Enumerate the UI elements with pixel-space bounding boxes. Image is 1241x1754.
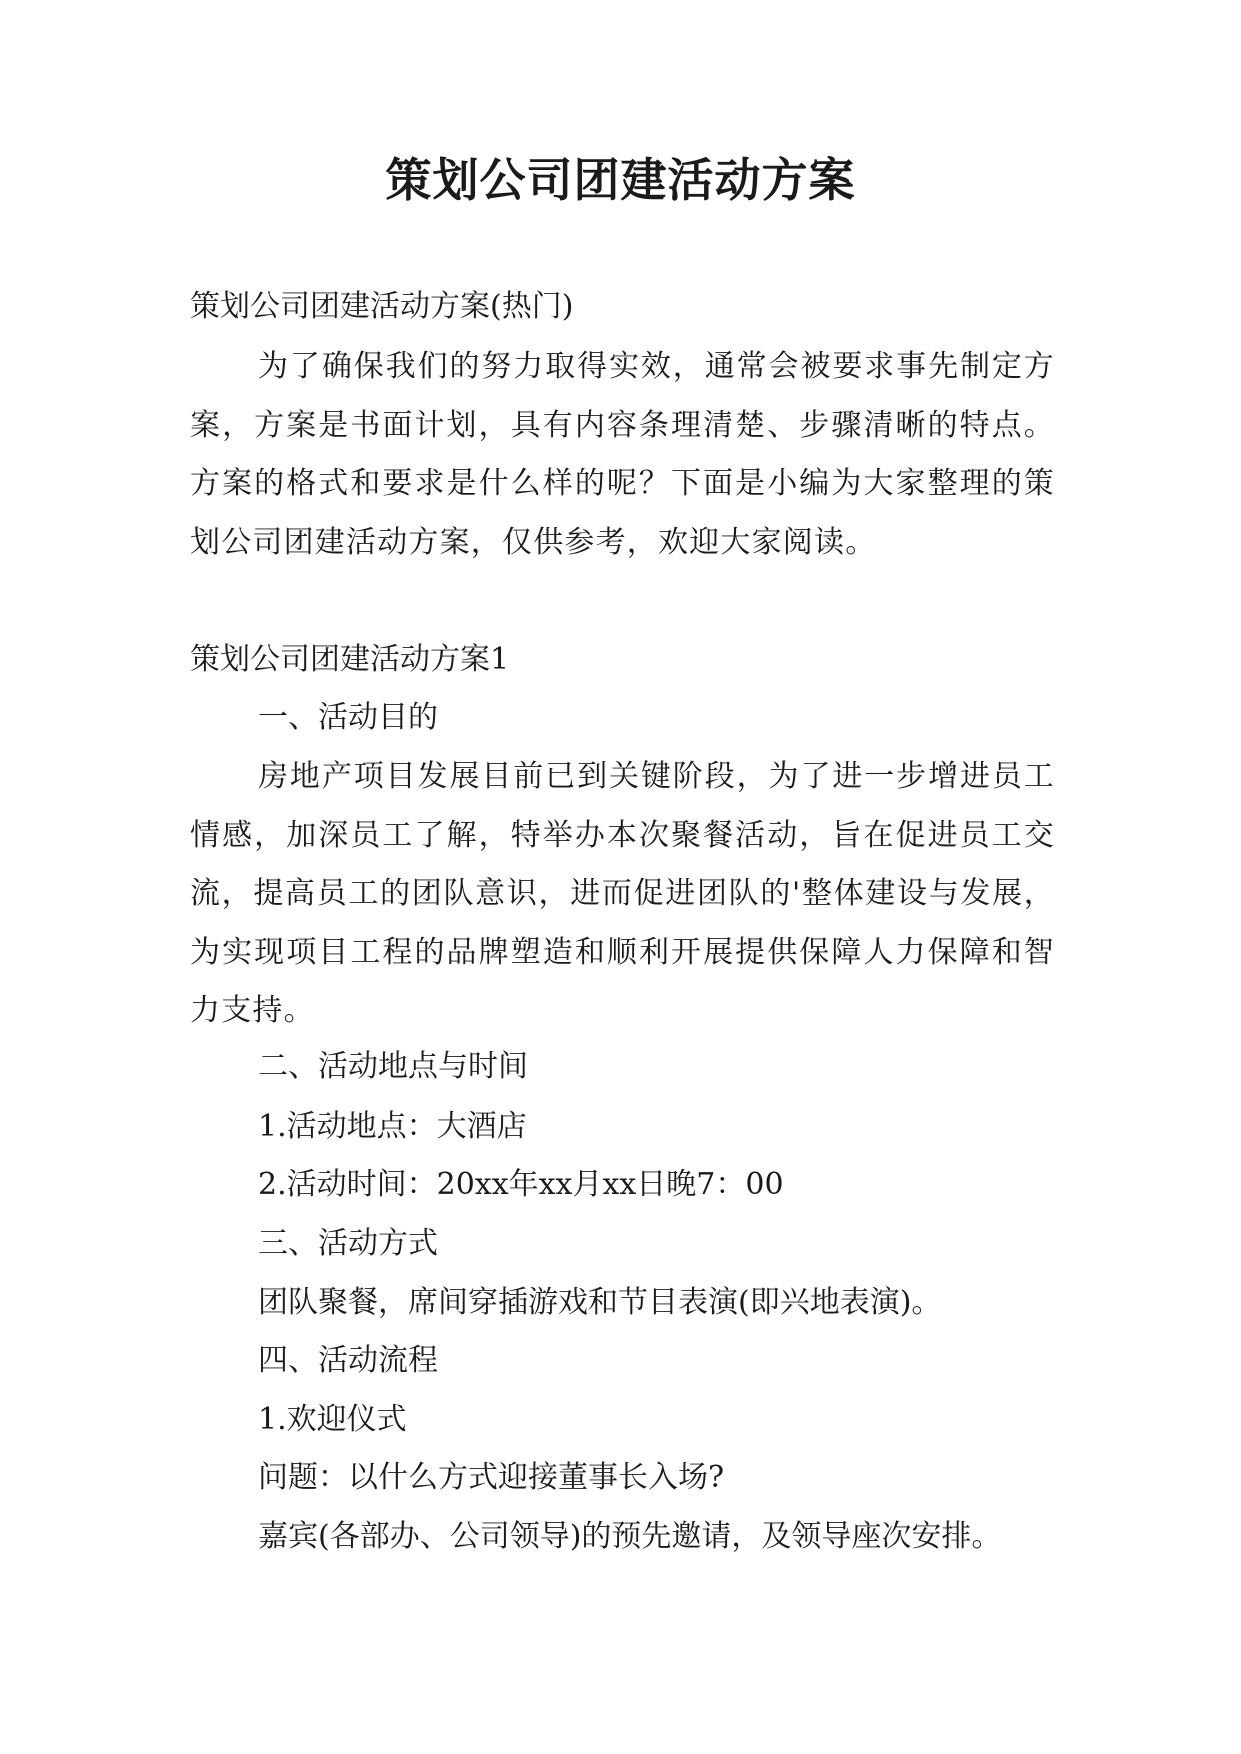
guest-invitation: 嘉宾(各部办、公司领导)的预先邀请，及领导座次安排。 [258,1519,1002,1554]
document-subtitle: 策划公司团建活动方案(热门) [190,289,574,324]
activity-location: 1.活动地点：大酒店 [258,1109,527,1144]
section-4-heading: 四、活动流程 [258,1343,438,1378]
step-1-welcome: 1.欢迎仪式 [258,1402,407,1437]
section-3-heading: 三、活动方式 [258,1226,438,1261]
plan-1-heading: 策划公司团建活动方案1 [190,642,510,677]
section-1-body: 房地产项目发展目前已到关键阶段，为了进一步增进员工情感，加深员工了解，特举办本次聚餐活动，旨在促进员工交流，提高员工的团队意识，进而促进团队的'整体建设与发展，为实现项目工程的品牌塑造和顺利开展提供保障人力保障和智力支持。 [190,759,1055,1029]
intro-paragraph: 为了确保我们的努力取得实效，通常会被要求事先制定方案，方案是书面计划，具有内容条理清楚、步骤清晰的特点。方案的格式和要求是什么样的呢？下面是小编为大家整理的策划公司团建活动方案，仅供参考，欢迎大家阅读。 [190,349,1055,560]
section-2-heading: 二、活动地点与时间 [258,1049,528,1084]
activity-method: 团队聚餐，席间穿插游戏和节目表演(即兴地表演)。 [258,1285,942,1320]
activity-time: 2.活动时间：20xx年xx月xx日晚7：00 [258,1167,784,1202]
section-1-heading: 一、活动目的 [258,700,438,735]
welcome-question: 问题：以什么方式迎接董事长入场? [258,1460,725,1495]
document-title: 策划公司团建活动方案 [385,153,856,207]
